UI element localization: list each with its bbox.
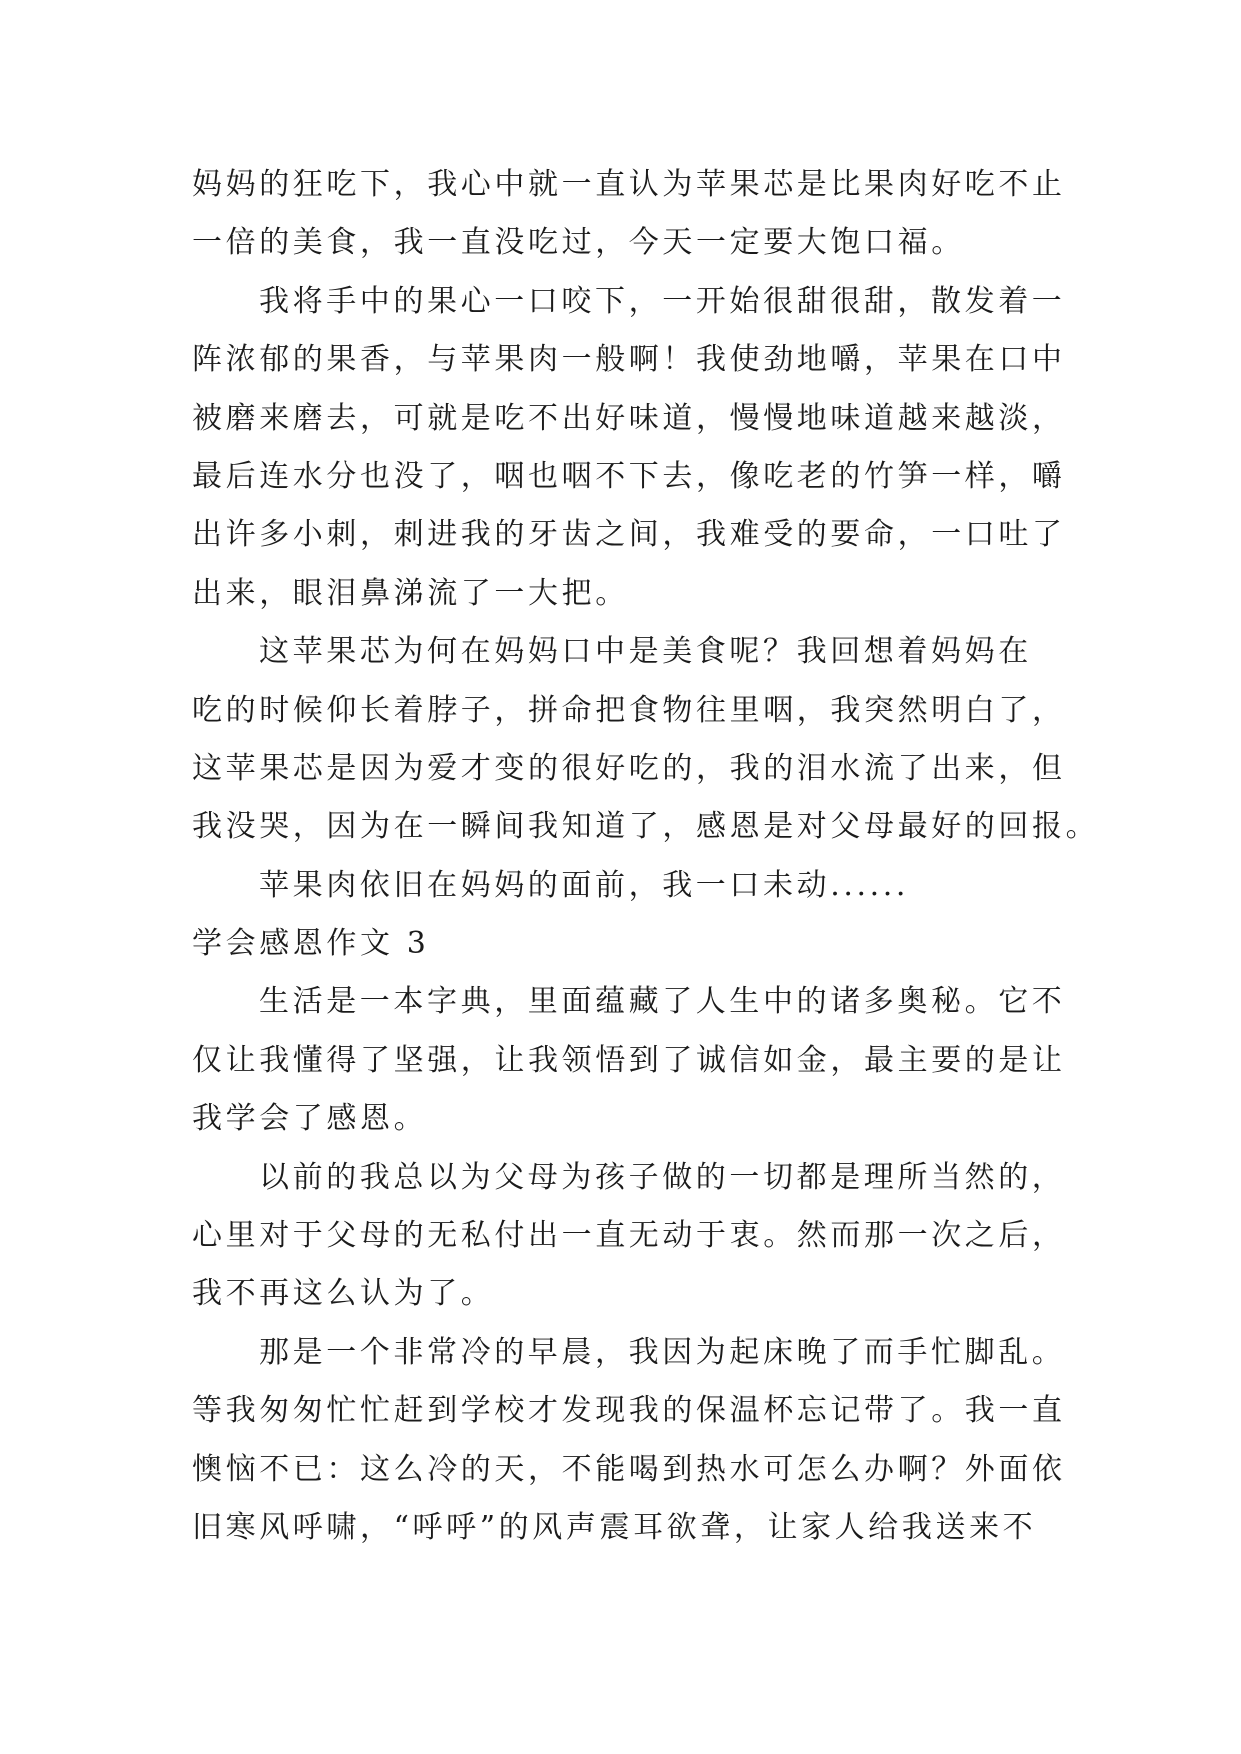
text-line: 我没哭，因为在一瞬间我知道了，感恩是对父母最好的回报。	[192, 809, 1100, 845]
text-line: 吃的时候仰长着脖子，拼命把食物往里咽，我突然明白了，	[192, 692, 1066, 728]
text-line: 生活是一本字典，里面蕴藏了人生中的诸多奥秘。它不	[259, 984, 1066, 1020]
text-line: 我将手中的果心一口咬下，一开始很甜很甜，散发着一	[259, 283, 1066, 319]
text-line: 这苹果芯是因为爱才变的很好吃的，我的泪水流了出来，但	[192, 750, 1066, 786]
text-line: 等我匆匆忙忙赶到学校才发现我的保温杯忘记带了。我一直	[192, 1393, 1066, 1429]
document-body	[192, 156, 1100, 1557]
text-line: 最后连水分也没了，咽也咽不下去，像吃老的竹笋一样，嚼	[192, 458, 1066, 494]
text-line: 妈妈的狂吃下，我心中就一直认为苹果芯是比果肉好吃不止	[192, 167, 1066, 202]
text-line: 苹果肉依旧在妈妈的面前，我一口未动......	[259, 867, 910, 903]
text-line: 出来，眼泪鼻涕流了一大把。	[192, 575, 629, 611]
paragraph	[192, 623, 1100, 857]
text-line: 懊恼不已：这么冷的天，不能喝到热水可怎么办啊？外面依	[192, 1451, 1066, 1487]
text-line: 被磨来磨去，可就是吃不出好味道，慢慢地味道越来越淡，	[192, 400, 1066, 436]
essay-title: 学会感恩作文 3	[192, 926, 430, 962]
text-line: 这苹果芯为何在妈妈口中是美食呢？我回想着妈妈在	[259, 634, 1032, 670]
paragraph	[192, 156, 1092, 273]
text-line: 那是一个非常冷的早晨，我因为起床晚了而手忙脚乱。	[259, 1334, 1066, 1370]
text-line: 我不再这么认为了。	[192, 1276, 495, 1312]
paragraph	[192, 973, 1092, 1148]
text-line: 一倍的美食，我一直没吃过，今天一定要大饱口福。	[192, 225, 965, 261]
paragraph	[192, 273, 1092, 623]
paragraph	[192, 857, 1092, 915]
text-line: 以前的我总以为父母为孩子做的一切都是理所当然的，	[259, 1159, 1066, 1195]
text-line: 心里对于父母的无私付出一直无动于衷。然而那一次之后，	[192, 1218, 1066, 1254]
text-line: 仅让我懂得了坚强，让我领悟到了诚信如金，最主要的是让	[192, 1042, 1066, 1078]
paragraph	[192, 1324, 1092, 1558]
paragraph	[192, 1149, 1092, 1324]
text-line: 我学会了感恩。	[192, 1101, 428, 1137]
text-line: 阵浓郁的果香，与苹果肉一般啊！我使劲地嚼，苹果在口中	[192, 342, 1066, 378]
text-line: 出许多小刺，刺进我的牙齿之间，我难受的要命，一口吐了	[192, 517, 1066, 553]
text-line: 旧寒风呼啸，“呼呼”的风声震耳欲聋，让家人给我送来不	[192, 1509, 1037, 1545]
